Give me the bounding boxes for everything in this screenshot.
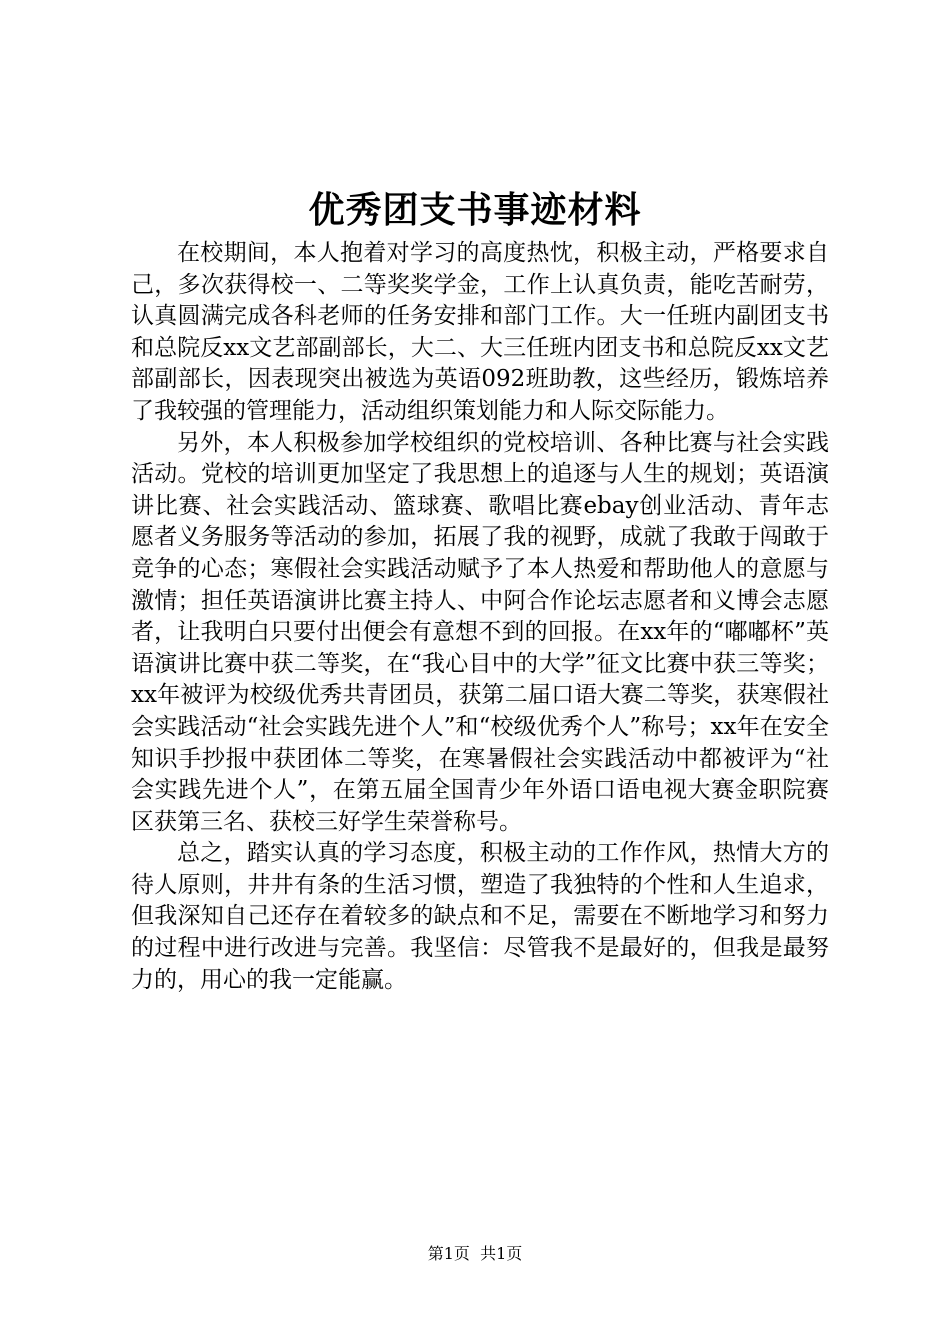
document-title: 优秀团支书事迹材料 bbox=[308, 189, 642, 231]
document-body bbox=[131, 238, 829, 996]
paragraph-2: 另外，本人积极参加学校组织的党校培训、各种比赛与社会实践活动。党校的培训更加坚定了我思想上的追逐与人生的规划；英语演讲比赛、社会实践活动、篮球赛、歌唱比赛ebay创业活动、青年志愿者义务服务等活动的参加，拓展了我的视野，成就了我敢于闯敢于竞争的心态；寒假社会实践活动赋予了本人热爱和帮助他人的意愿与激情；担任英语演讲比赛主持人、中阿合作论坛志愿者和义博会志愿者，让我明白只要付出便会有意想不到的回报。在xx年的“嘟嘟杯”英语演讲比赛中获二等奖，在“我心目中的大学”征文比赛中获三等奖；xx年被评为校级优秀共青团员，获第二届口语大赛二等奖，获寒假社会实践活动“社会实践先进个人”和“校级优秀个人”称号；xx年在安全知识手抄报中获团体二等奖，在寒暑假社会实践活动中都被评为“社会实践先进个人”，在第五届全国青少年外语口语电视大赛金职院赛区获第三名、获校三好学生荣誉称号。 bbox=[131, 429, 829, 835]
paragraph-3: 总之，踏实认真的学习态度，积极主动的工作作风，热情大方的待人原则，井井有条的生活习惯，塑造了我独特的个性和人生追求，但我深知自己还存在着较多的缺点和不足，需要在不断地学习和努力的过程中进行改进与完善。我坚信：尽管我不是最好的，但我是最努力的，用心的我一定能赢。 bbox=[131, 840, 829, 993]
paragraph-1: 在校期间，本人抱着对学习的高度热忱，积极主动，严格要求自己，多次获得校一、二等奖奖学金，工作上认真负责，能吃苦耐劳，认真圆满完成各科老师的任务安排和部门工作。大一任班内副团支书和总院反xx文艺部副部长，大二、大三任班内团支书和总院反xx文艺部副部长，因表现突出被选为英语092班助教，这些经历，锻炼培养了我较强的管理能力，活动组织策划能力和人际交际能力。 bbox=[131, 240, 829, 424]
page-number: 第1页 共1页 bbox=[427, 1244, 523, 1263]
page-footer bbox=[0, 1243, 950, 1265]
